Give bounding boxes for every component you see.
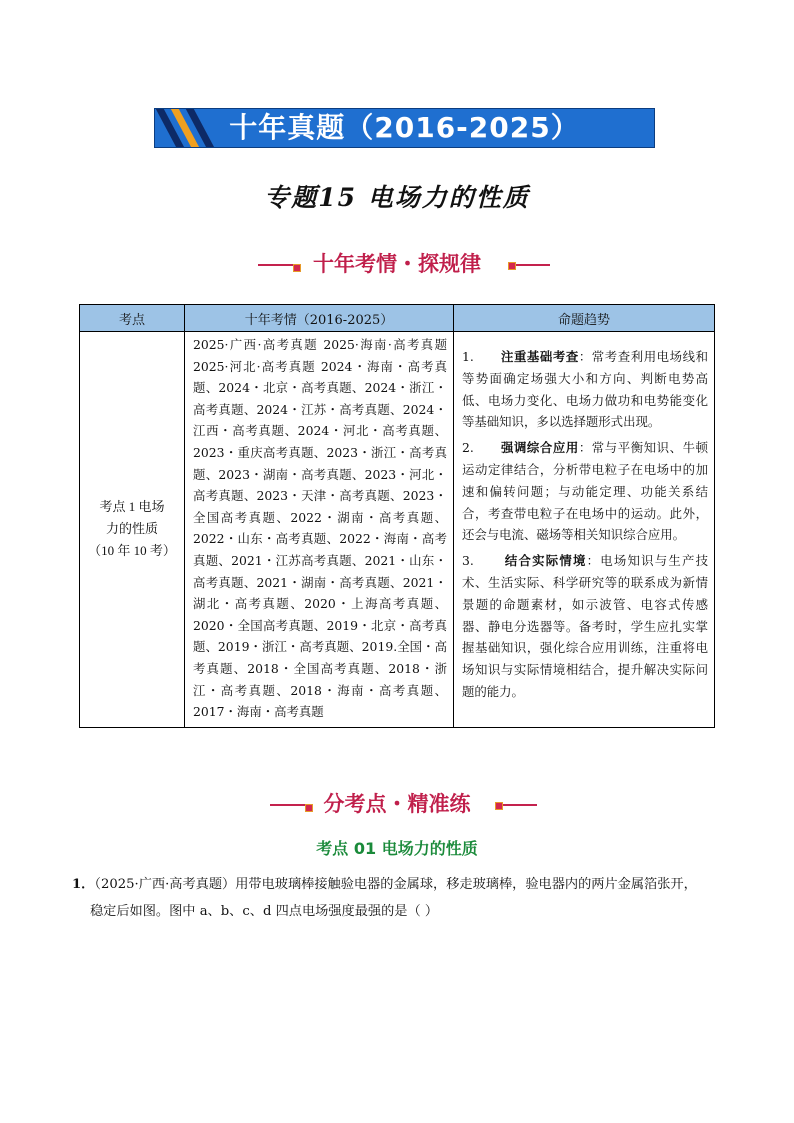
title-banner <box>154 108 655 148</box>
column-header: 考点 <box>80 305 185 332</box>
table-row <box>80 332 715 728</box>
point-line: 力的性质 <box>105 521 158 537</box>
column-header: 命题趋势 <box>454 305 715 332</box>
trend-heading: 注重基础考查 <box>500 349 579 364</box>
trend-text: ：常与平衡知识、牛顿运动定律结合，分析带电粒子在电场中的加速和偏转问题；与动能定理、功能关系结合，考查带电粒子在电场中的运动。此外，还会与电流、磁场等相关知识综合应用。 <box>462 440 708 543</box>
trend-cell <box>454 332 715 728</box>
trend-item <box>462 346 708 433</box>
section-heading-trends <box>0 248 794 278</box>
banner-title: 十年真题（2016-2025） <box>229 111 580 144</box>
question-1 <box>72 871 742 925</box>
trend-text: ：电场知识与生产技术、生活实际、科学研究等的联系成为新情景题的命题素材，如示波管、电容式传感器、静电分选器等。备考时，学生应扎实掌握基础知识，强化综合应用训练，注重将电场知识与实际情境相结合，提升解决实际问题的能力。 <box>462 553 709 699</box>
trend-number: 2. <box>462 440 474 456</box>
topic-title: 专题15 电场力的性质 <box>264 183 530 212</box>
trend-number: 3. <box>462 553 474 569</box>
trend-heading: 强调综合应用 <box>500 440 579 456</box>
point-line: （10 年 10 考） <box>88 543 176 559</box>
section-title: 十年考情・探规律 <box>313 252 481 276</box>
column-header: 十年考情（2016-2025） <box>185 305 454 332</box>
question-line: 稳定后如图。图中 a、b、c、d 四点电场强度最强的是（ ） <box>90 904 439 919</box>
sources-cell: 2025·广西·高考真题 2025·海南·高考真题 2025·河北·高考真题 2024・海南・高考真题、2024・北京・高考真题、2024・浙江・高考真题、2024・江苏・高考真题、2024・江西・高考真题、2024・河北・高考真题、2023・重庆高考真题、2023・浙江・高考真题、2023・湖南・高考真题、2023・河北・高考真题、2023・天津・高考真题、2023・全国高考真题、2022・湖南・高考真题、2022・山东・高考真题、2022・海南・高考真题、2021・江苏高考真题、2021・山东・高考真题、2021・湖南・高考真题、2021・湖北・高考真题、2020・上海高考真题、2020・全国高考真题、2019・北京・高考真题、2019・浙江・高考真题、2019.全国・高考真题、2018・全国高考真题、2018・浙江・高考真题、2018・海南・高考真题、2017・海南・高考真题 <box>185 332 454 728</box>
subsection-title: 考点 01 电场力的性质 <box>316 839 478 858</box>
section-heading-practice <box>0 788 794 818</box>
exam-point-cell <box>80 332 185 728</box>
trend-text: ：常考查利用电场线和等势面确定场强大小和方向、判断电势高低、电场力变化、电场力做功和电势能变化等基础知识，多以选择题形式出现。 <box>462 349 708 430</box>
trend-number: 1. <box>462 349 474 364</box>
exam-trend-table <box>79 304 715 728</box>
question-text: （2025·广西·高考真题）用带电玻璃棒接触验电器的金属球，移走玻璃棒，验电器内的两片金属箔张开， <box>94 877 697 892</box>
trend-heading: 结合实际情境 <box>504 553 587 569</box>
section-title: 分考点・精准练 <box>323 792 471 816</box>
question-number: 1． <box>72 877 95 892</box>
trend-item <box>462 437 708 546</box>
table-header-row <box>80 305 715 332</box>
trend-item <box>462 550 708 703</box>
point-line: 考点 1 电场 <box>99 499 165 515</box>
question-line <box>72 871 742 898</box>
